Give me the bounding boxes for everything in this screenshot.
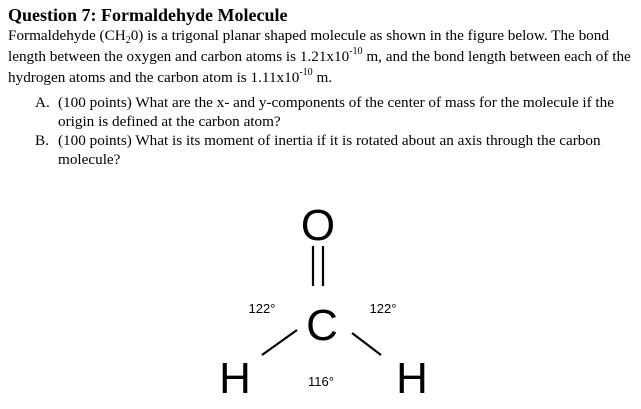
question-intro (8, 26, 636, 89)
carbon-atom: C (306, 301, 338, 350)
intro-text-3: m, and the bond length between each of the hydrogen atoms and the carbon atom is 1.11x10 (8, 48, 631, 86)
intro-exponent-2: -10 (299, 67, 313, 78)
question-list (8, 93, 636, 169)
hydrogen-atom-left: H (219, 354, 251, 403)
hydrogen-atom-right: H (396, 354, 428, 403)
angle-label-left: 122° (248, 301, 276, 316)
intro-text-1: Formaldehyde (CH (8, 27, 126, 44)
intro-exponent-1: -10 (349, 46, 363, 57)
question-item-b (8, 131, 636, 169)
intro-text-2: 0) is a trigonal planar shaped molecule as shown in the figure below. The bond length between the oxygen and carbon atoms is 1.21x10 (8, 27, 609, 65)
intro-subscript: 2 (125, 35, 131, 46)
question-item-letter: B. (35, 132, 49, 149)
bond-left (262, 330, 297, 355)
question-item-a (8, 93, 636, 131)
intro-text-4: m. (312, 69, 333, 86)
document (8, 4, 636, 169)
bond-right (352, 333, 381, 355)
question-title: Question 7: Formaldehyde Molecule (8, 5, 288, 25)
angle-label-bottom: 116° (308, 374, 334, 389)
question-item-text: (100 points) What is its moment of inertia if it is rotated about an axis through the carbon molecule? (58, 132, 601, 168)
question-item-text: (100 points) What are the x- and y-components of the center of mass for the molecule if the origin is defined at the carbon atom? (58, 94, 614, 130)
question-item-letter: A. (35, 94, 50, 111)
oxygen-atom: O (300, 201, 336, 250)
angle-label-right: 122° (369, 301, 397, 316)
